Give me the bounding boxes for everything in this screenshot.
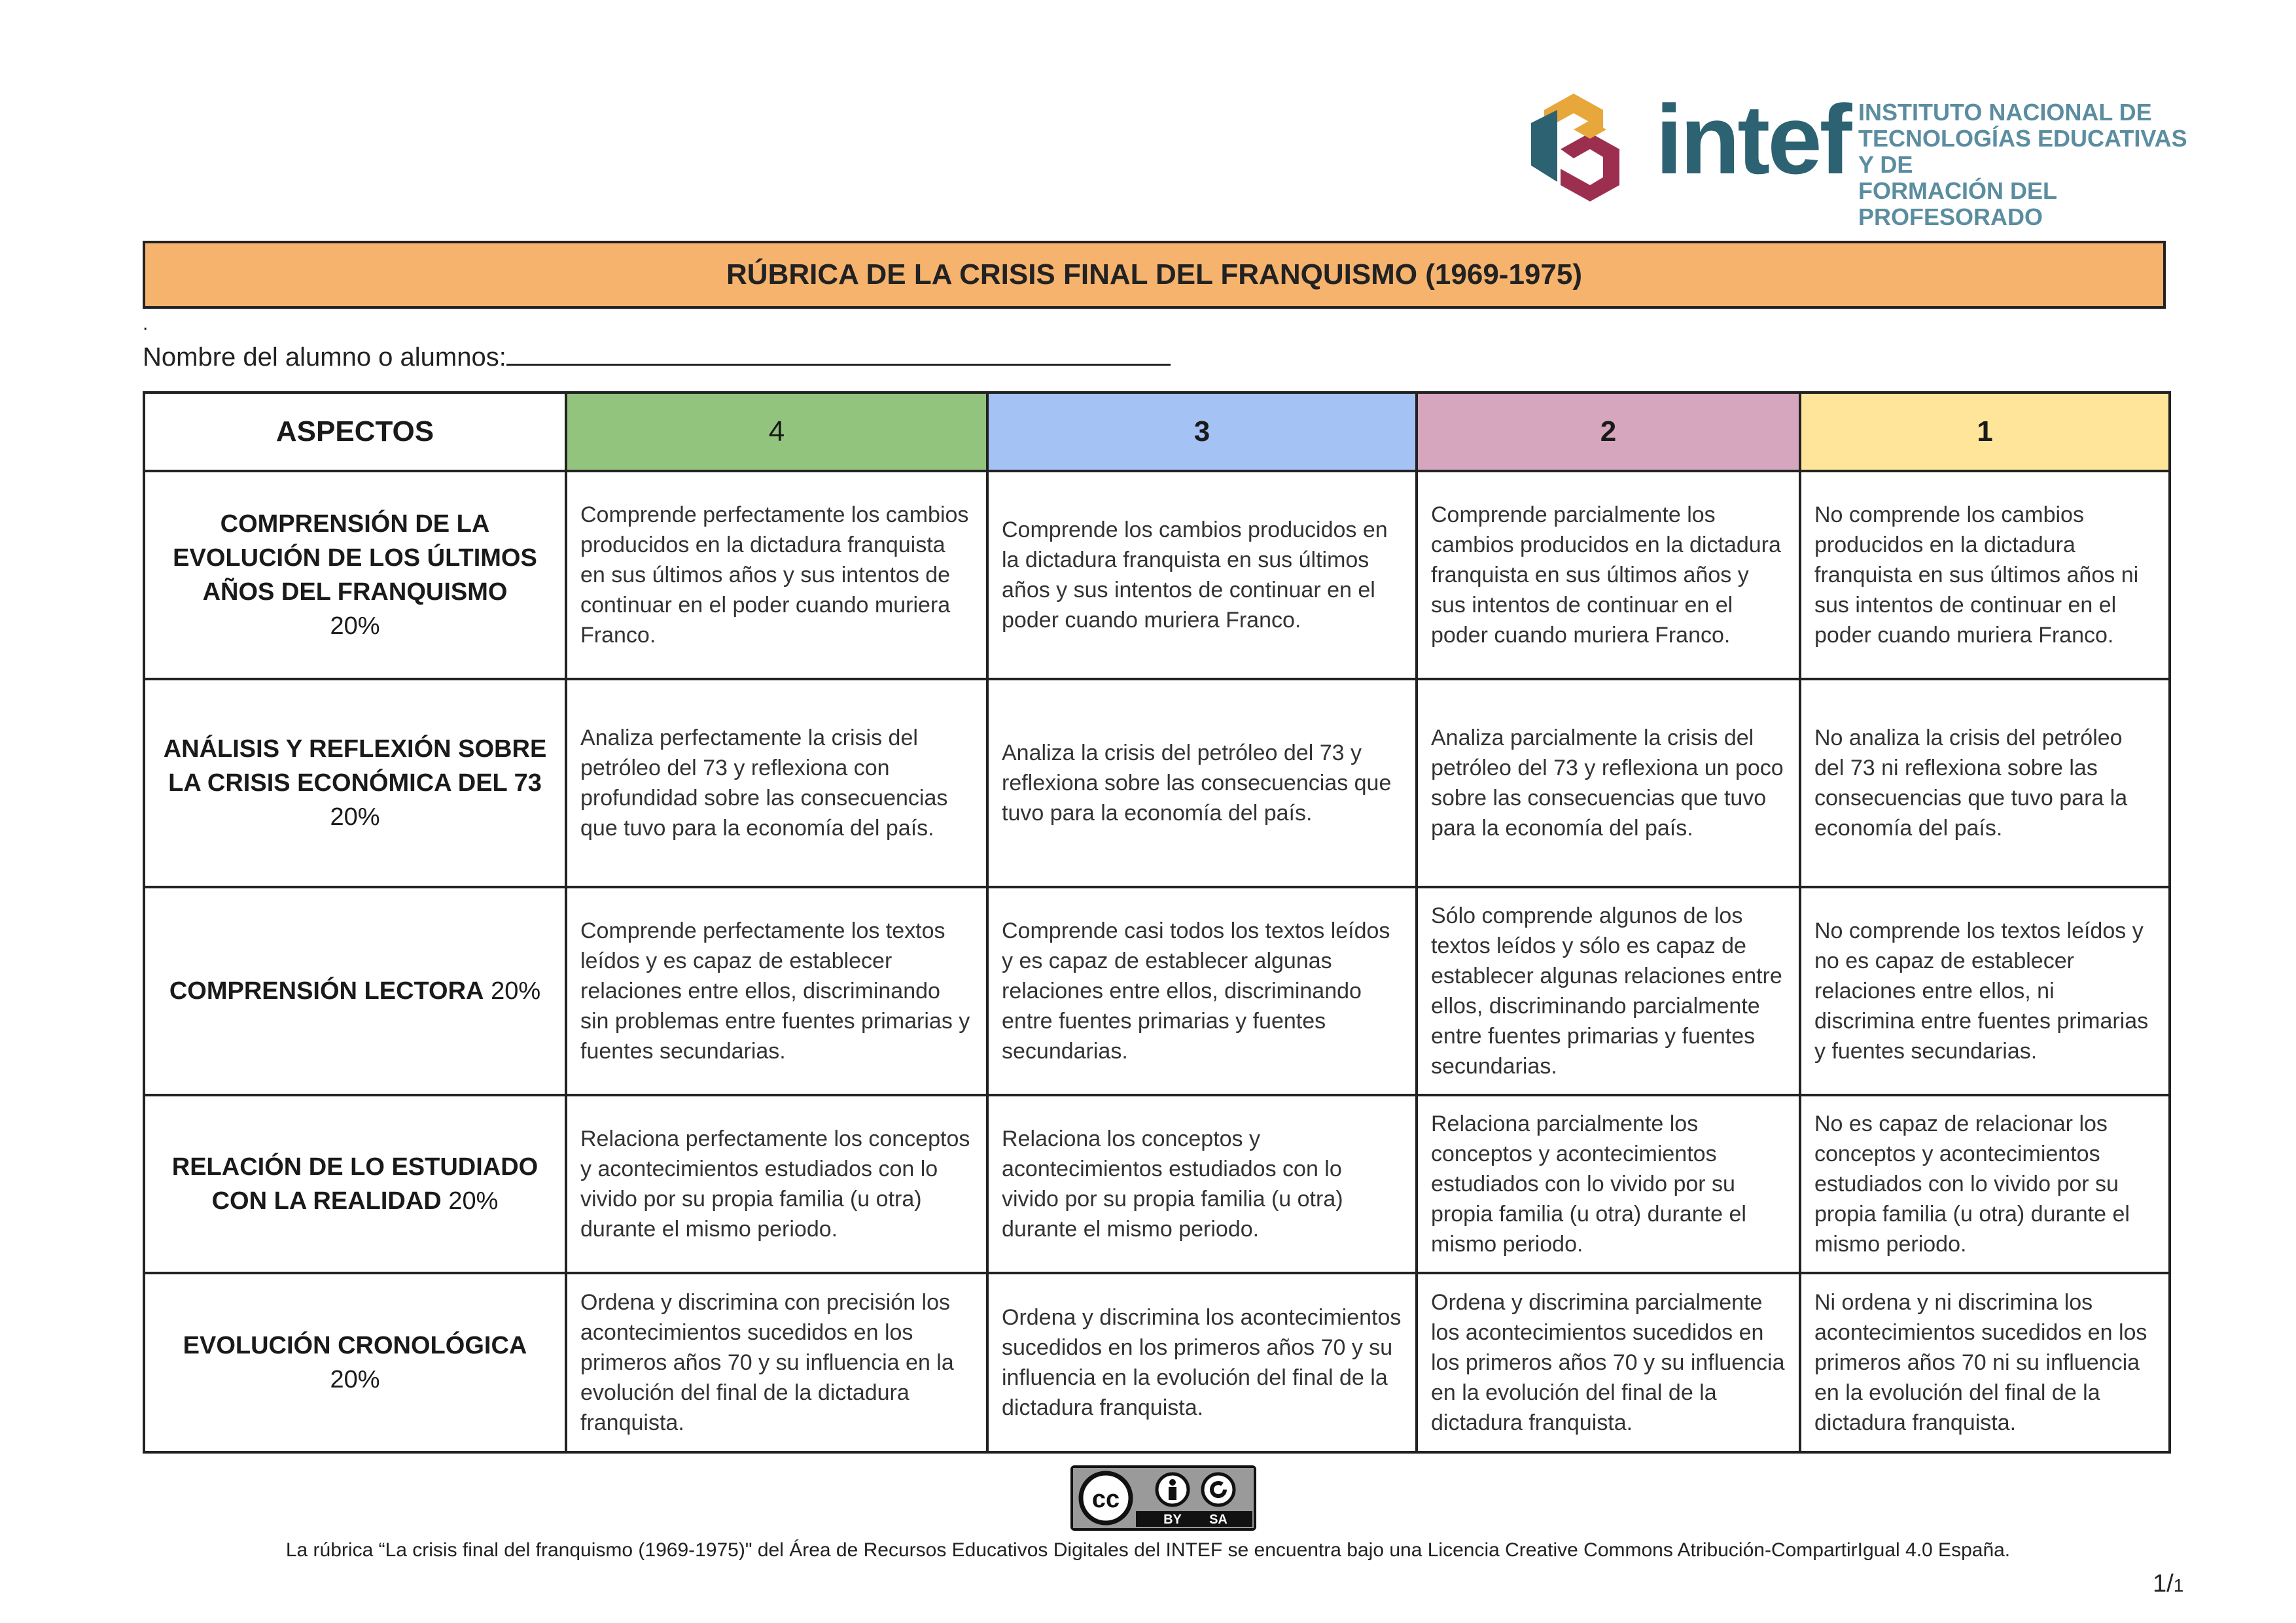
rubric-title: RÚBRICA DE LA CRISIS FINAL DEL FRANQUISMO (1969-1975) [143, 241, 2166, 309]
intef-logo [1525, 77, 2192, 230]
page-number: 1/1 [2153, 1570, 2184, 1597]
aspect-weight: 20% [330, 1366, 380, 1393]
cc-license-badge[interactable] [1070, 1465, 1256, 1531]
student-name-label: Nombre del alumno o alumnos: [143, 343, 506, 372]
aspect-name: COMPRENSIÓN LECTORA [169, 977, 484, 1005]
table-row [144, 1095, 2170, 1273]
descriptor-cell-2: Relaciona parcialmente los conceptos y acontecimientos estudiados con lo vivido por su propia familia (u otra) durante el mismo periodo. [1417, 1095, 1800, 1273]
cc-by-sa-icon [1073, 1468, 1254, 1528]
header-score-1: 1 [1800, 393, 2170, 471]
page-current: 1 [2153, 1570, 2167, 1597]
descriptor-cell-4: Comprende perfectamente los textos leídos y es capaz de establecer relaciones entre ellos, discriminando sin problemas entre fuentes primarias y fuentes secundarias. [566, 887, 987, 1095]
header-score-2: 2 [1417, 393, 1800, 471]
descriptor-cell-1: Ni ordena y ni discrimina los acontecimientos sucedidos en los primeros años 70 ni su influencia en la evolución del final de la dictadura franquista. [1800, 1273, 2170, 1452]
descriptor-cell-1: No comprende los textos leídos y no es capaz de establecer relaciones entre ellos, ni discrimina entre fuentes primarias y fuentes secundarias. [1800, 887, 2170, 1095]
descriptor-cell-1: No es capaz de relacionar los conceptos y acontecimientos estudiados con lo vivido por su propia familia (u otra) durante el mismo periodo. [1800, 1095, 2170, 1273]
license-text: La rúbrica “La crisis final del franquismo (1969-1975)" del Área de Recursos Educativos Digitales del INTEF se encuentra bajo una Licencia Creative Commons Atribución-CompartirIgual 4.0 España. [285, 1539, 2011, 1561]
student-name-blank[interactable] [506, 340, 1171, 366]
svg-text:cc: cc [1091, 1486, 1120, 1513]
descriptor-cell-3: Analiza la crisis del petróleo del 73 y reflexiona sobre las consecuencias que tuvo para la economía del país. [987, 679, 1417, 887]
descriptor-cell-2: Comprende parcialmente los cambios producidos en la dictadura franquista en sus últimos años y sus intentos de continuar en el poder cuando muriera Franco. [1417, 471, 1800, 679]
descriptor-cell-3: Comprende los cambios producidos en la dictadura franquista en sus últimos años y sus intentos de continuar en el poder cuando muriera Franco. [987, 471, 1417, 679]
aspect-name: COMPRENSIÓN DE LA EVOLUCIÓN DE LOS ÚLTIMOS AÑOS DEL FRANQUISMO [173, 510, 537, 606]
table-row [144, 679, 2170, 887]
cc-by-label: BY [1163, 1512, 1182, 1527]
descriptor-cell-4: Comprende perfectamente los cambios producidos en la dictadura franquista en sus últimos años y sus intentos de continuar en el poder cuando muriera Franco. [566, 471, 987, 679]
aspect-cell [144, 887, 566, 1095]
table-row [144, 887, 2170, 1095]
aspect-weight: 20% [491, 977, 541, 1005]
page-total: 1 [2173, 1575, 2184, 1596]
descriptor-cell-2: Analiza parcialmente la crisis del petróleo del 73 y reflexiona un poco sobre las consecuencias que tuvo para la economía del país. [1417, 679, 1800, 887]
header-aspectos: ASPECTOS [144, 393, 566, 471]
aspect-name: RELACIÓN DE LO ESTUDIADO CON LA REALIDAD [171, 1153, 539, 1215]
descriptor-cell-4: Relaciona perfectamente los conceptos y acontecimientos estudiados con lo vivido por su propia familia (u otra) durante el mismo periodo. [566, 1095, 987, 1273]
aspect-weight: 20% [330, 612, 380, 640]
intef-logo-mark-icon [1525, 84, 1636, 205]
aspect-name: ANÁLISIS Y REFLEXIÓN SOBRE LA CRISIS ECONÓMICA DEL 73 [163, 735, 547, 797]
descriptor-cell-2: Sólo comprende algunos de los textos leídos y sólo es capaz de establecer algunas relaciones entre ellos, discriminando parcialmente entre fuentes primarias y fuentes secundarias. [1417, 887, 1800, 1095]
table-row [144, 471, 2170, 679]
header-score-4: 4 [566, 393, 987, 471]
intef-subtitle: INSTITUTO NACIONAL DE TECNOLOGÍAS EDUCATIVAS Y DE FORMACIÓN DEL PROFESORADO [1858, 99, 2187, 230]
aspect-cell [144, 1273, 566, 1452]
descriptor-cell-1: No analiza la crisis del petróleo del 73 ni reflexiona sobre las consecuencias que tuvo para la economía del país. [1800, 679, 2170, 887]
descriptor-cell-3: Ordena y discrimina los acontecimientos sucedidos en los primeros años 70 y su influencia en la evolución del final de la dictadura franquista. [987, 1273, 1417, 1452]
stray-dot: . [143, 313, 149, 334]
aspect-name: EVOLUCIÓN CRONOLÓGICA [183, 1332, 527, 1359]
table-row [144, 1273, 2170, 1452]
descriptor-cell-3: Comprende casi todos los textos leídos y es capaz de establecer algunas relaciones entre ellos, discriminando entre fuentes primarias y fuentes secundarias. [987, 887, 1417, 1095]
aspect-cell [144, 1095, 566, 1273]
descriptor-cell-1: No comprende los cambios producidos en la dictadura franquista en sus últimos años ni sus intentos de continuar en el poder cuando muriera Franco. [1800, 471, 2170, 679]
aspect-cell [144, 679, 566, 887]
intef-wordmark: intef [1655, 84, 1850, 194]
aspect-weight: 20% [448, 1187, 499, 1215]
cc-sa-label: SA [1209, 1512, 1227, 1527]
descriptor-cell-3: Relaciona los conceptos y acontecimientos estudiados con lo vivido por su propia familia (u otra) durante el mismo periodo. [987, 1095, 1417, 1273]
student-name-line [143, 340, 1171, 372]
header-score-3: 3 [987, 393, 1417, 471]
table-header-row [144, 393, 2170, 471]
descriptor-cell-2: Ordena y discrimina parcialmente los acontecimientos sucedidos en los primeros años 70 y su influencia en la evolución del final de la dictadura franquista. [1417, 1273, 1800, 1452]
rubric-table [143, 391, 2171, 1454]
aspect-cell [144, 471, 566, 679]
aspect-weight: 20% [330, 803, 380, 831]
descriptor-cell-4: Analiza perfectamente la crisis del petróleo del 73 y reflexiona con profundidad sobre las consecuencias que tuvo para la economía del país. [566, 679, 987, 887]
descriptor-cell-4: Ordena y discrimina con precisión los acontecimientos sucedidos en los primeros años 70 y su influencia en la evolución del final de la dictadura franquista. [566, 1273, 987, 1452]
